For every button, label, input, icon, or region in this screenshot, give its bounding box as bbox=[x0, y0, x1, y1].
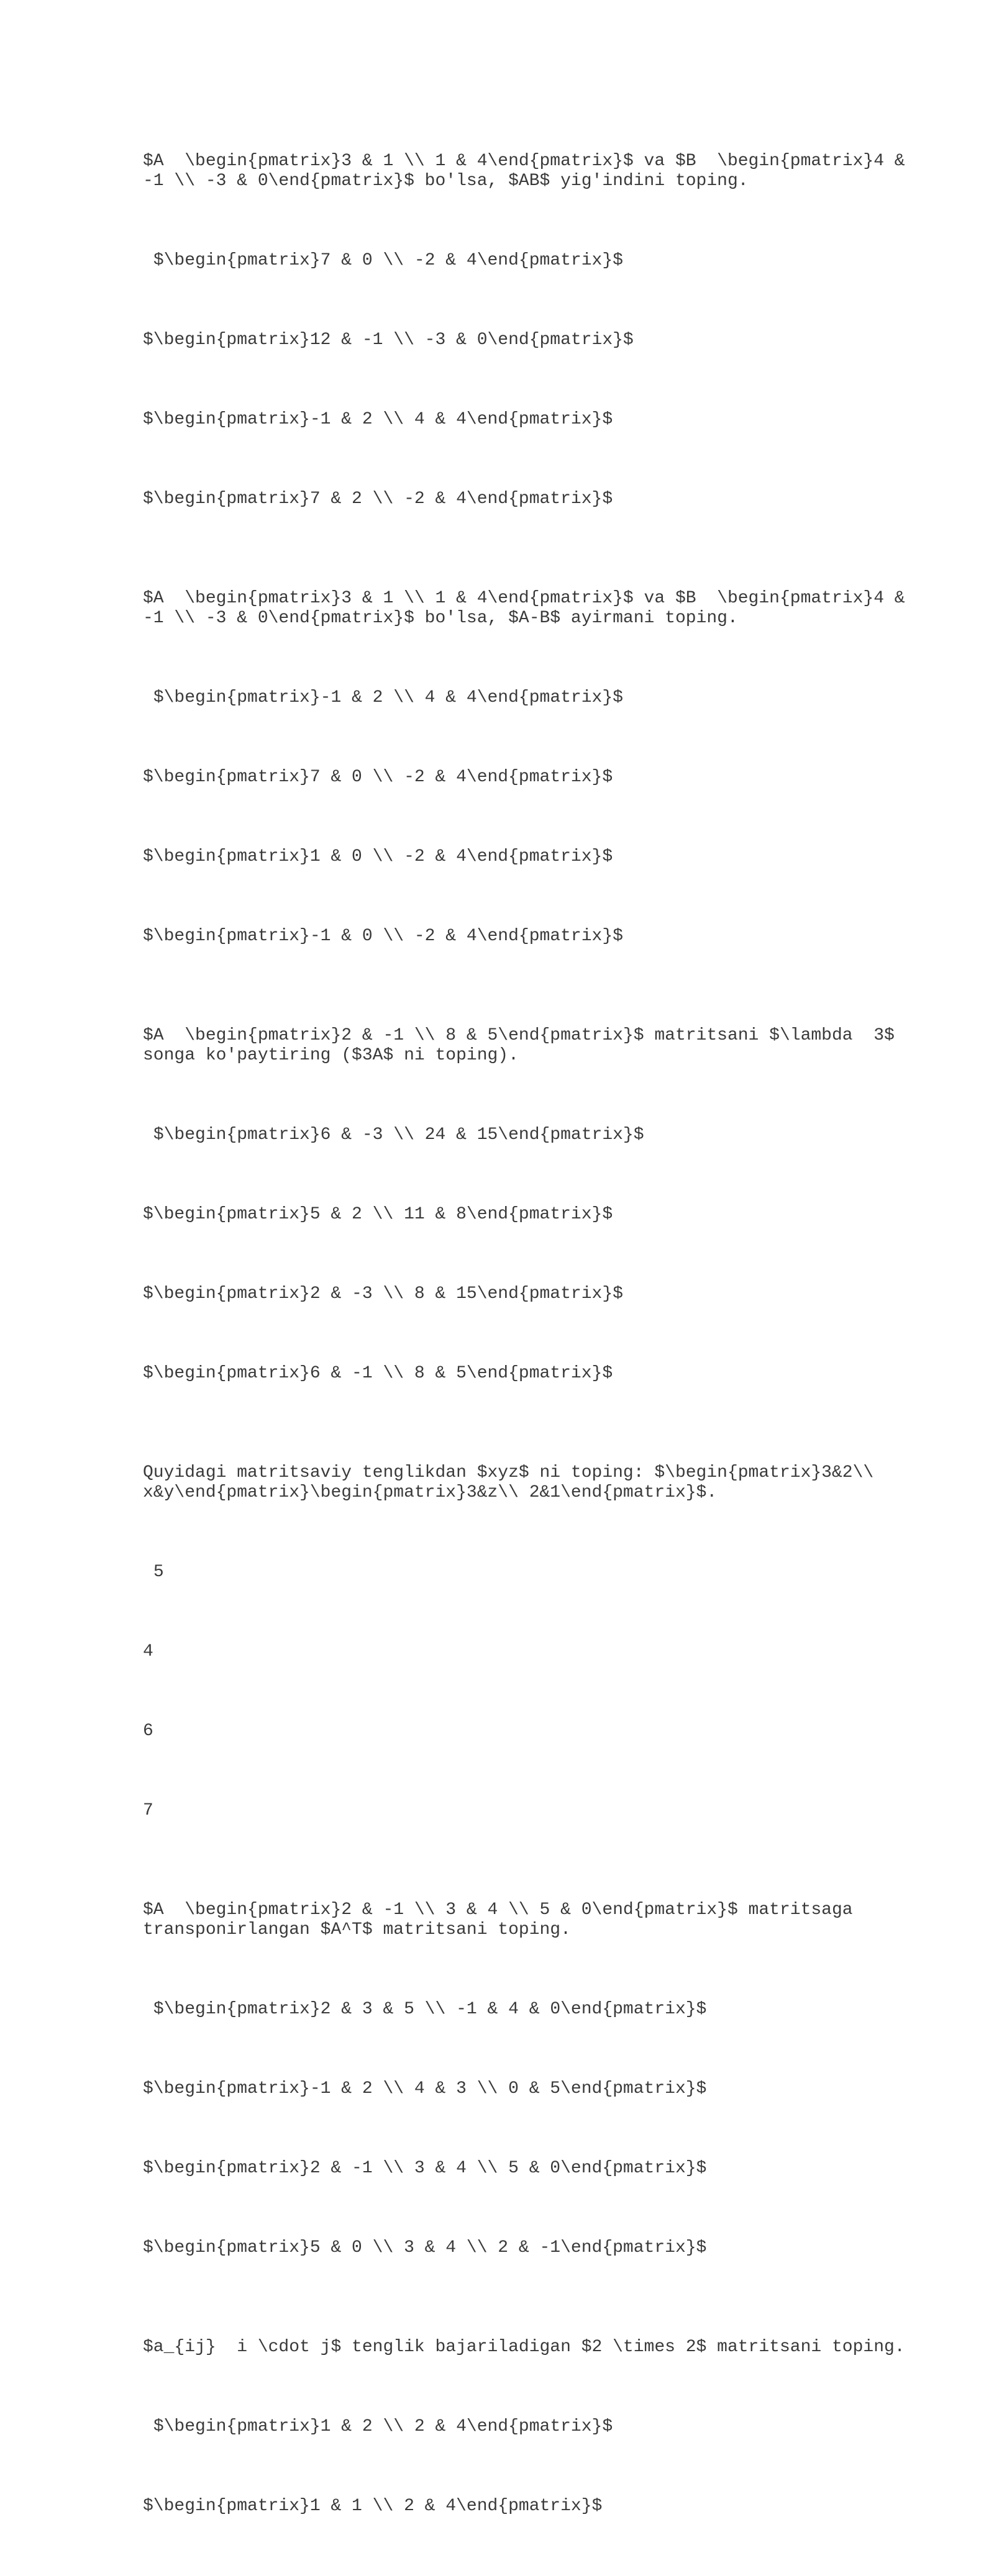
question-2-option-1: $\begin{pmatrix}-1 & 2 \\ 4 & 4\end{pmatrix}$ bbox=[143, 688, 623, 707]
question-4-option-1: 5 bbox=[143, 1562, 164, 1582]
question-5-option-2: $\begin{pmatrix}-1 & 2 \\ 4 & 3 \\ 0 & 5\end{pmatrix}$ bbox=[143, 2079, 707, 2098]
question-3-option-2: $\begin{pmatrix}5 & 2 \\ 11 & 8\end{pmatrix}$ bbox=[143, 1205, 613, 1224]
question-4-option-3: 6 bbox=[143, 1721, 153, 1741]
question-3-option-4: $\begin{pmatrix}6 & -1 \\ 8 & 5\end{pmatrix}$ bbox=[143, 1364, 613, 1383]
question-4-option-2: 4 bbox=[143, 1642, 153, 1661]
question-3-option-3: $\begin{pmatrix}2 & -3 \\ 8 & 15\end{pmatrix}$ bbox=[143, 1284, 623, 1304]
question-5-text: $A \begin{pmatrix}2 & -1 \\ 3 & 4 \\ 5 & 0\end{pmatrix}$ matritsaga transponirlangan $A^T$ matritsani toping. bbox=[143, 1900, 853, 1939]
question-3-text: $A \begin{pmatrix}2 & -1 \\ 8 & 5\end{pmatrix}$ matritsani $\lambda 3$ songa ko'paytiring ($3A$ ni toping). bbox=[143, 1026, 895, 1065]
question-2-option-3: $\begin{pmatrix}1 & 0 \\ -2 & 4\end{pmatrix}$ bbox=[143, 847, 613, 866]
question-5-option-4: $\begin{pmatrix}5 & 0 \\ 3 & 4 \\ 2 & -1\end{pmatrix}$ bbox=[143, 2238, 707, 2257]
question-1-option-1: $\begin{pmatrix}7 & 0 \\ -2 & 4\end{pmatrix}$ bbox=[143, 251, 623, 270]
question-3-option-1: $\begin{pmatrix}6 & -3 \\ 24 & 15\end{pmatrix}$ bbox=[143, 1125, 644, 1145]
question-6-option-2: $\begin{pmatrix}1 & 1 \\ 2 & 4\end{pmatrix}$ bbox=[143, 2497, 603, 2516]
question-2-text: $A \begin{pmatrix}3 & 1 \\ 1 & 4\end{pmatrix}$ va $B \begin{pmatrix}4 & -1 \\ -3 & 0\end{pmatrix}$ bo'lsa, $A-B$ ayirmani toping. bbox=[143, 589, 905, 628]
question-1-option-4: $\begin{pmatrix}7 & 2 \\ -2 & 4\end{pmatrix}$ bbox=[143, 489, 613, 509]
question-4-text: Quyidagi matritsaviy tenglikdan $xyz$ ni toping: $\begin{pmatrix}3&2\\ x&y\end{pmatrix}\begin{pmatrix}3&z\\ 2&1\end{pmatrix}$. bbox=[143, 1463, 874, 1502]
question-1-option-2: $\begin{pmatrix}12 & -1 \\ -3 & 0\end{pmatrix}$ bbox=[143, 330, 634, 350]
question-6-text: $a_{ij} i \cdot j$ tenglik bajariladigan $2 \times 2$ matritsani toping. bbox=[143, 2338, 905, 2357]
question-1-text: $A \begin{pmatrix}3 & 1 \\ 1 & 4\end{pmatrix}$ va $B \begin{pmatrix}4 & -1 \\ -3 & 0\end{pmatrix}$ bo'lsa, $AB$ yig'indini toping. bbox=[143, 152, 905, 191]
question-2-option-2: $\begin{pmatrix}7 & 0 \\ -2 & 4\end{pmatrix}$ bbox=[143, 768, 613, 787]
question-6-option-1: $\begin{pmatrix}1 & 2 \\ 2 & 4\end{pmatrix}$ bbox=[143, 2417, 613, 2436]
question-2-option-4: $\begin{pmatrix}-1 & 0 \\ -2 & 4\end{pmatrix}$ bbox=[143, 927, 623, 946]
question-5-option-3: $\begin{pmatrix}2 & -1 \\ 3 & 4 \\ 5 & 0\end{pmatrix}$ bbox=[143, 2159, 707, 2178]
document-page bbox=[143, 92, 951, 2576]
question-5-option-1: $\begin{pmatrix}2 & 3 & 5 \\ -1 & 4 & 0\end{pmatrix}$ bbox=[143, 2000, 707, 2019]
question-4-option-4: 7 bbox=[143, 1801, 153, 1820]
question-1-option-3: $\begin{pmatrix}-1 & 2 \\ 4 & 4\end{pmatrix}$ bbox=[143, 410, 613, 429]
